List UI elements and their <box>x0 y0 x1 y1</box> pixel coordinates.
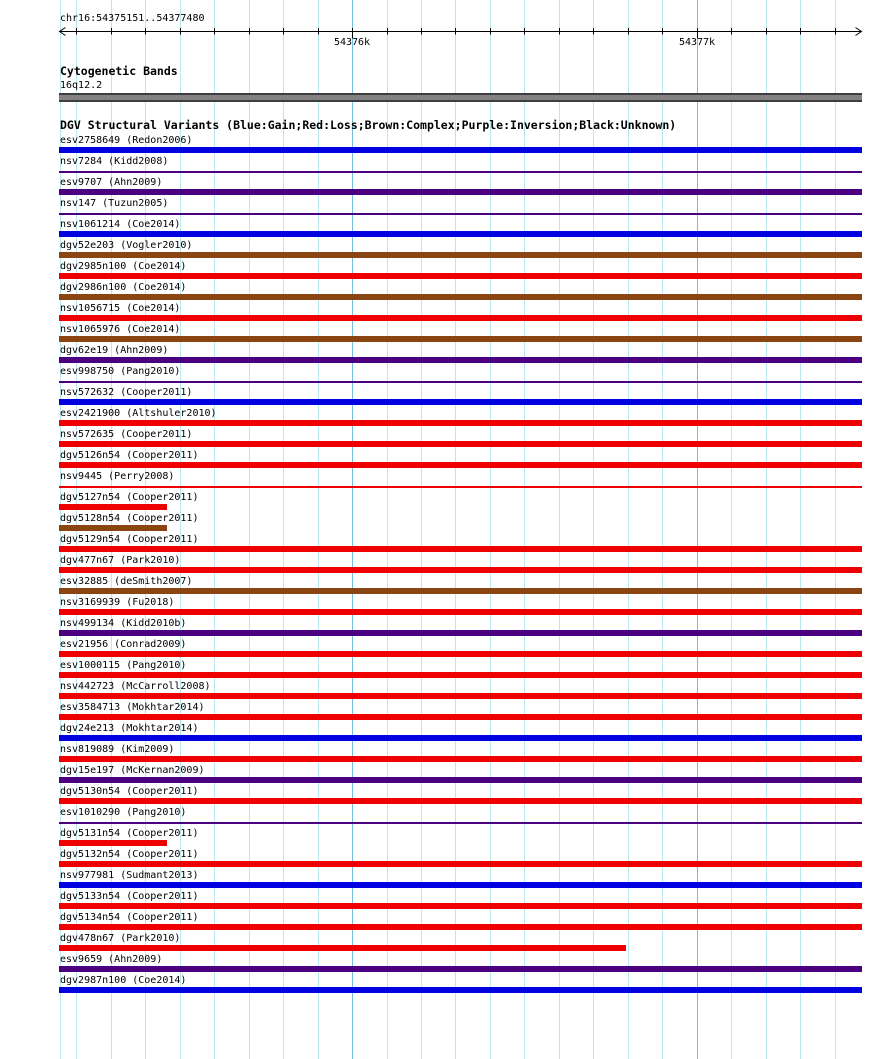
variant-label: dgv2986n100 (Coe2014) <box>60 281 187 293</box>
variant-label: esv32885 (deSmith2007) <box>60 575 193 587</box>
variant-bar-loss[interactable] <box>59 672 862 678</box>
variant-label: dgv5129n54 (Cooper2011) <box>60 533 199 545</box>
gridline-minor <box>249 0 250 1059</box>
variant-label: nsv9445 (Perry2008) <box>60 470 175 482</box>
variant-bar-loss[interactable] <box>59 546 862 552</box>
variant-label: nsv572635 (Cooper2011) <box>60 428 193 440</box>
variant-bar-complex[interactable] <box>59 252 862 258</box>
variant-label: dgv2985n100 (Coe2014) <box>60 260 187 272</box>
variant-label: dgv5134n54 (Cooper2011) <box>60 911 199 923</box>
variant-label: dgv5130n54 (Cooper2011) <box>60 785 199 797</box>
variant-bar-loss[interactable] <box>59 924 862 930</box>
variant-bar-gain[interactable] <box>59 147 862 153</box>
variant-bar-loss[interactable] <box>59 756 862 762</box>
variant-label: nsv3169939 (Fu2018) <box>60 596 175 608</box>
gridline-minor <box>318 0 319 1059</box>
variant-bar-inversion[interactable] <box>59 357 862 363</box>
variant-label: dgv62e19 (Ahn2009) <box>60 344 169 356</box>
variant-label: esv998750 (Pang2010) <box>60 365 181 377</box>
gridline-minor <box>628 0 629 1059</box>
gridline-minor <box>283 0 284 1059</box>
variant-bar-inversion[interactable] <box>59 966 862 972</box>
variant-label: dgv5127n54 (Cooper2011) <box>60 491 199 503</box>
ruler <box>0 0 890 52</box>
variant-label: esv21956 (Conrad2009) <box>60 638 187 650</box>
gridline-minor <box>524 0 525 1059</box>
region-title: chr16:54375151..54377480 <box>60 13 205 24</box>
variant-label: dgv477n67 (Park2010) <box>60 554 181 566</box>
gridline-minor <box>421 0 422 1059</box>
gridline-minor <box>766 0 767 1059</box>
variant-bar-loss[interactable] <box>59 567 862 573</box>
gridline-minor <box>731 0 732 1059</box>
variant-label: nsv1061214 (Coe2014) <box>60 218 181 230</box>
gridline-minor <box>800 0 801 1059</box>
variant-label: nsv572632 (Cooper2011) <box>60 386 193 398</box>
variant-label: esv2758649 (Redon2006) <box>60 134 193 146</box>
variant-label: dgv24e213 (Mokhtar2014) <box>60 722 199 734</box>
variant-label: dgv5128n54 (Cooper2011) <box>60 512 199 524</box>
gridline-major <box>697 0 698 1059</box>
gridline-major <box>352 0 353 1059</box>
variant-label: dgv52e203 (Vogler2010) <box>60 239 193 251</box>
variant-bar-loss[interactable] <box>59 714 862 720</box>
variant-label: dgv2987n100 (Coe2014) <box>60 974 187 986</box>
gridline-minor <box>593 0 594 1059</box>
variant-bar-inversion[interactable] <box>59 381 862 383</box>
variant-bar-loss[interactable] <box>59 903 862 909</box>
variant-bar-inversion[interactable] <box>59 213 862 215</box>
gridline-minor <box>387 0 388 1059</box>
variant-bar-loss[interactable] <box>59 462 862 468</box>
variant-label: dgv5131n54 (Cooper2011) <box>60 827 199 839</box>
gridline-minor <box>559 0 560 1059</box>
variant-label: dgv478n67 (Park2010) <box>60 932 181 944</box>
variant-bar-gain[interactable] <box>59 987 862 993</box>
variant-bar-complex[interactable] <box>59 336 862 342</box>
variant-bar-loss[interactable] <box>59 693 862 699</box>
variant-bar-inversion[interactable] <box>59 630 862 636</box>
variant-bar-loss[interactable] <box>59 609 862 615</box>
variant-label: nsv7284 (Kidd2008) <box>60 155 169 167</box>
gridline-minor <box>455 0 456 1059</box>
variant-bar-loss[interactable] <box>59 861 862 867</box>
variant-label: esv1010290 (Pang2010) <box>60 806 187 818</box>
variant-bar-inversion[interactable] <box>59 777 862 783</box>
variant-label: dgv5133n54 (Cooper2011) <box>60 890 199 902</box>
variant-bar-loss[interactable] <box>59 420 862 426</box>
variant-bar-loss[interactable] <box>59 945 626 951</box>
variant-label: esv9659 (Ahn2009) <box>60 953 163 965</box>
variant-bar-inversion[interactable] <box>59 822 862 824</box>
dgv-track-title: DGV Structural Variants (Blue:Gain;Red:Loss;Brown:Complex;Purple:Inversion;Black:Unknown) <box>60 118 677 132</box>
variant-label: esv3584713 (Mokhtar2014) <box>60 701 205 713</box>
gridline-minor <box>835 0 836 1059</box>
ruler-tick-label: 54376k <box>333 37 371 48</box>
variant-bar-inversion[interactable] <box>59 189 862 195</box>
variant-bar-loss[interactable] <box>59 315 862 321</box>
variant-bar-loss[interactable] <box>59 840 167 846</box>
variant-bar-loss[interactable] <box>59 798 862 804</box>
variant-bar-complex[interactable] <box>59 294 862 300</box>
variant-label: nsv1056715 (Coe2014) <box>60 302 181 314</box>
cytoband-section-title: Cytogenetic Bands <box>60 64 178 78</box>
variant-label: nsv1065976 (Coe2014) <box>60 323 181 335</box>
variant-label: esv9707 (Ahn2009) <box>60 176 163 188</box>
gridline-minor <box>490 0 491 1059</box>
variant-label: nsv819089 (Kim2009) <box>60 743 175 755</box>
variant-bar-complex[interactable] <box>59 525 167 531</box>
variant-label: nsv147 (Tuzun2005) <box>60 197 169 209</box>
variant-label: dgv5132n54 (Cooper2011) <box>60 848 199 860</box>
variant-bar-complex[interactable] <box>59 588 862 594</box>
variant-bar-gain[interactable] <box>59 231 862 237</box>
cytoband-label: 16q12.2 <box>60 80 103 91</box>
ruler-tick-label: 54377k <box>678 37 716 48</box>
variant-bar-gain[interactable] <box>59 399 862 405</box>
variant-bar-gain[interactable] <box>59 735 862 741</box>
variant-bar-loss[interactable] <box>59 486 862 488</box>
cytoband-bar[interactable] <box>59 93 862 102</box>
variant-bar-loss[interactable] <box>59 441 862 447</box>
variant-bar-gain[interactable] <box>59 882 862 888</box>
variant-bar-loss[interactable] <box>59 504 167 510</box>
variant-bar-loss[interactable] <box>59 651 862 657</box>
variant-label: nsv442723 (McCarroll2008) <box>60 680 211 692</box>
variant-label: nsv499134 (Kidd2010b) <box>60 617 187 629</box>
variant-bar-loss[interactable] <box>59 273 862 279</box>
gridline-minor <box>662 0 663 1059</box>
gridline-minor <box>214 0 215 1059</box>
variant-label: esv1000115 (Pang2010) <box>60 659 187 671</box>
variant-label: esv2421900 (Altshuler2010) <box>60 407 217 419</box>
variant-bar-inversion[interactable] <box>59 171 862 173</box>
variant-label: dgv15e197 (McKernan2009) <box>60 764 205 776</box>
variant-label: nsv977981 (Sudmant2013) <box>60 869 199 881</box>
variant-label: dgv5126n54 (Cooper2011) <box>60 449 199 461</box>
